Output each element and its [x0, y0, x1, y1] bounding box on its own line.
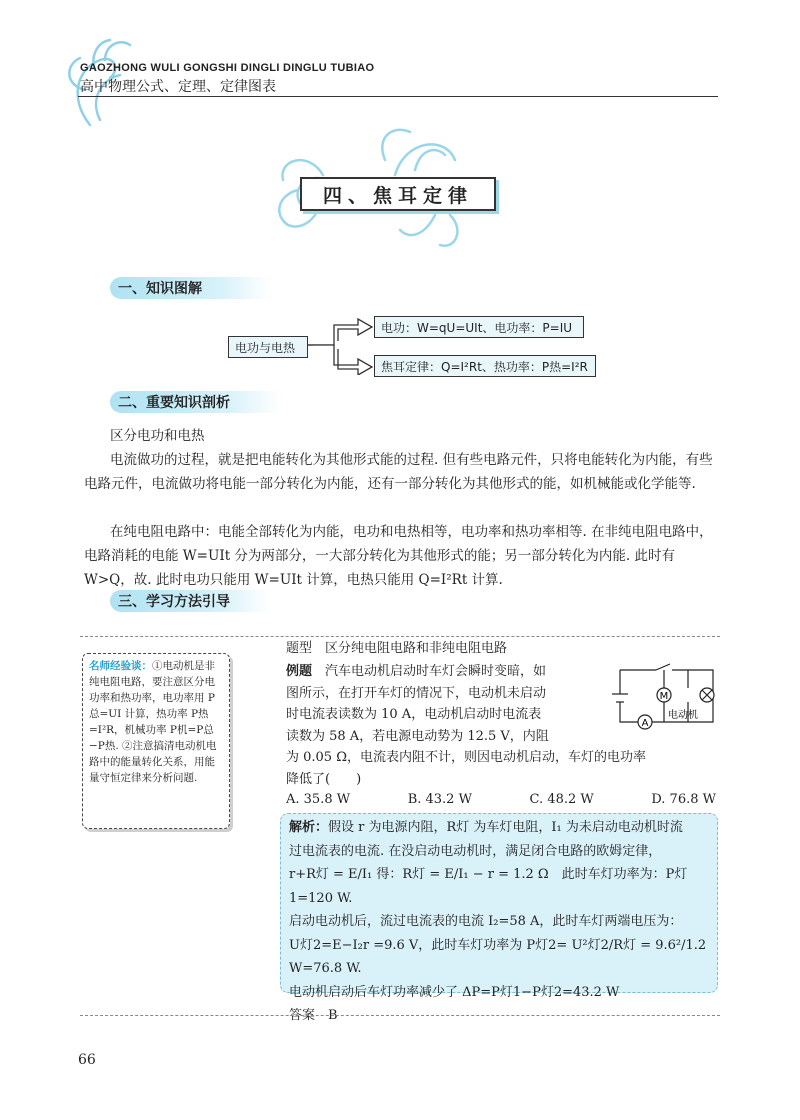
analysis-subtitle: 区分电功和电热: [110, 428, 205, 444]
options-row: [286, 792, 716, 807]
divider-bottom: [80, 1015, 720, 1016]
tip-heading: 名师经验谈：: [89, 660, 152, 672]
example-type-line: 题型 区分纯电阻电路和非纯电阻电路: [286, 641, 508, 656]
tip-body: ①电动机是非纯电阻电路，要注意区分电功率和热功率，电功率用 P总=UI 计算，热功率 P热=I²R，机械功率 P机=P总−P热. ②注意搞清电动机电路中的能量转化关系，用能量守恒定律来分析问题.: [89, 660, 217, 784]
header-rule: [78, 96, 718, 97]
example-line-2: 图所示，在打开车灯的情况下，电动机未启动: [286, 685, 547, 701]
motor-text: 电动机: [668, 710, 698, 721]
section-method-guide: 三、学习方法引导: [110, 590, 270, 612]
solution-answer: 答案 B: [289, 1008, 338, 1023]
section-knowledge-diagram: 一、知识图解: [110, 277, 270, 299]
chapter-title: 四、焦耳定律: [300, 177, 496, 211]
page-number: 66: [78, 1052, 96, 1068]
example-line-6: 降低了( ): [286, 771, 362, 787]
tip-box: [82, 653, 230, 829]
option-b: B. 43.2 W: [407, 792, 472, 807]
example-line-1: 汽车电动机启动时车灯会瞬时变暗，如: [325, 664, 547, 679]
ammeter-label: A: [641, 718, 649, 729]
diagram-branch-electric-work: 电功：W=qU=UIt、电功率：P=IU: [374, 316, 584, 338]
option-d: D. 76.8 W: [651, 792, 716, 807]
example-line-5: 为 0.05 Ω，电流表内阻不计，则因电动机启动，车灯的电功率: [286, 750, 646, 765]
circuit-diagram: [608, 662, 723, 732]
example-line-3: 时电流表读数为 10 A，电动机启动时电流表: [286, 707, 542, 722]
motor-label: M: [659, 691, 669, 702]
diagram-branch-joule-law: 焦耳定律：Q=I²Rt、热功率：P热=I²R: [374, 355, 596, 377]
diagram-root: 电功与电热: [228, 336, 308, 358]
solution-line-6: 电动机启动后车灯功率减少了 ΔP=P灯1−P灯2=43.2 W: [289, 984, 620, 1000]
solution-line-4: 启动电动机后，流过电流表的电流 I₂=58 A，此时车灯两端电压为：: [289, 914, 683, 929]
analysis-paragraph-1: 电流做功的过程，就是把电能转化为其他形式能的过程. 但有些电路元件，只将电能转化为内能，有些电路元件，电流做功将电能一部分转化为内能，还有一部分转化为其他形式的能，如机械能或化学能等.: [84, 452, 713, 492]
solution-box: [280, 813, 718, 1023]
solution-line-3: r+R灯 = E/I₁ 得：R灯 = E/I₁ − r = 1.2 Ω 此时车灯功率为：P灯1=120 W.: [289, 867, 688, 906]
section-key-analysis: 二、重要知识剖析: [110, 391, 280, 413]
analysis-paragraph-2: 在纯电阻电路中：电能全部转化为内能，电功和电热相等，电功率和热功率相等. 在非纯电阻电路中，电路消耗的电能 W=UIt 分为两部分，一大部分转化为其他形式的能；另一部分转化为内能. 此时有 W>Q，故. 此时电功只能用 W=UIt 计算，电热只能用 Q=I²Rt 计算.: [84, 524, 713, 588]
solution-label: 解析：: [289, 820, 329, 835]
option-c: C. 48.2 W: [529, 792, 594, 807]
example-label: 例题: [286, 664, 313, 679]
option-a: A. 35.8 W: [286, 792, 351, 807]
example-line-4: 读数为 58 A，若电源电动势为 12.5 V，内阻: [286, 728, 549, 744]
header-title: 高中物理公式、定理、定律图表: [80, 79, 276, 95]
header-pinyin: GAOZHONG WULI GONGSHI DINGLI DINGLU TUBIAO: [80, 62, 375, 74]
solution-line-1: 假设 r 为电源内阻，R灯 为车灯电阻，I₁ 为未启动电动机时流: [328, 820, 683, 835]
solution-line-2: 过电流表的电流. 在没启动电动机时，满足闭合电路的欧姆定律，: [289, 843, 662, 859]
diagram-arrows: [306, 315, 376, 375]
solution-line-5: U灯2=E−I₂r =9.6 V，此时车灯功率为 P灯2= U²灯2/R灯 = 9.6²/1.2 W=76.8 W.: [289, 937, 707, 976]
